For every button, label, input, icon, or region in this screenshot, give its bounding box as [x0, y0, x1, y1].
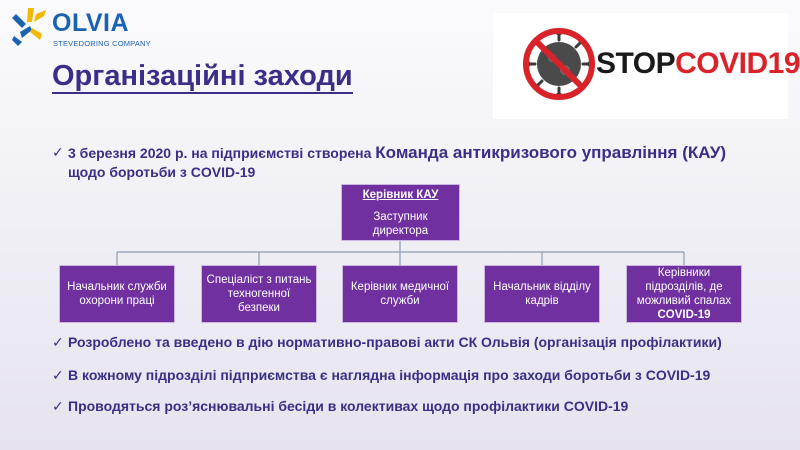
checkmark-icon: ✓	[52, 334, 64, 350]
org-head-subtitle: Заступник директора	[372, 210, 429, 237]
bullet-3-text: В кожному підрозділі підприємства є наглядна інформація про заходи боротьби з COVID-19	[68, 367, 711, 383]
bullet-1-lead: 3 березня 2020 р. на підприємстві створена	[68, 145, 376, 161]
org-member-medical	[342, 265, 458, 323]
org-member-label: Начальник відділу кадрів	[493, 281, 591, 307]
org-member-hr	[484, 265, 600, 323]
covid-word: COVID19	[675, 47, 800, 80]
checkmark-icon: ✓	[52, 144, 64, 160]
checkmark-icon: ✓	[52, 367, 64, 383]
org-member-label: Керівники підрозділів, де можливий спалах	[636, 267, 732, 307]
bullet-4-text: Проводяться роз’яснювальні бесіди в колективах щодо профілактики COVID-19	[68, 398, 629, 414]
org-member-strong: COVID-19	[657, 309, 711, 321]
bullet-1-emphasis: Команда антикризового управління (КАУ)	[375, 143, 727, 162]
org-member-label: Начальник служби охорони праці	[67, 281, 167, 307]
checkmark-icon: ✓	[52, 398, 64, 414]
org-head-box	[341, 184, 460, 241]
org-member-unit-heads	[626, 265, 742, 323]
org-member-labor-safety	[59, 265, 175, 323]
stop-word: STOP	[596, 47, 676, 80]
org-member-label: Керівник медичної служби	[350, 281, 450, 307]
org-head-title: Керівник КАУ	[362, 188, 439, 201]
bullet-1-line2: щодо боротьби з COVID-19	[68, 164, 256, 180]
logo-subtitle: STEVEDORING COMPANY	[53, 39, 151, 48]
bullet-2-text: Розроблено та введено в дію нормативно-правові акти СК Ольвія (організація профілактики)	[68, 334, 722, 350]
page-title: Організаційні заходи	[52, 60, 353, 92]
org-member-tech-safety	[201, 265, 317, 323]
org-member-label: Спеціаліст з питань техногенної безпеки	[206, 274, 312, 314]
logo-name: OLVIA	[52, 9, 130, 37]
